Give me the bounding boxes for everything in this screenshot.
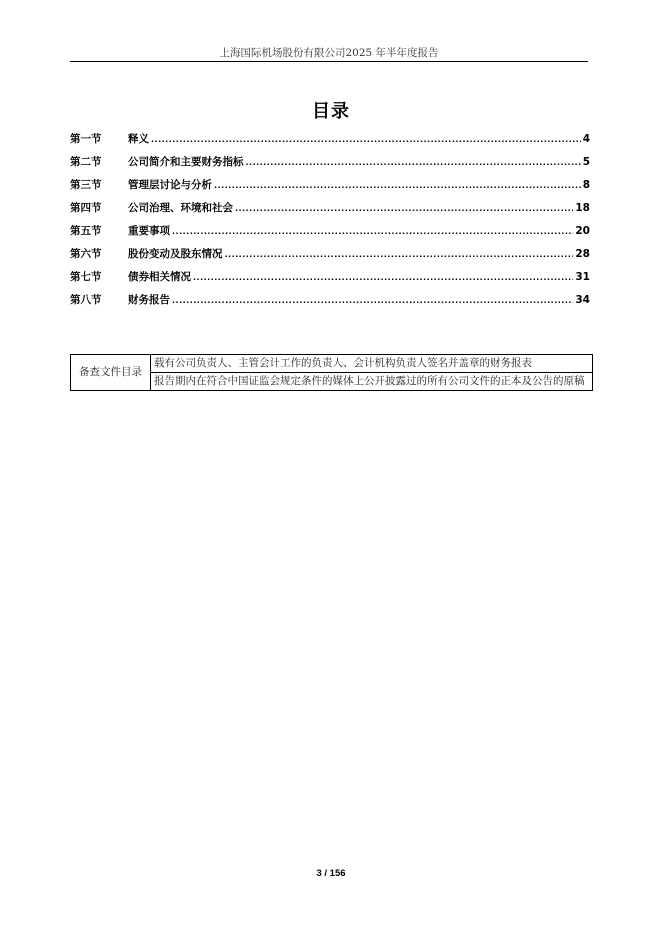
toc-page-number: 8 — [582, 179, 590, 191]
page-title: 目录 — [312, 101, 350, 122]
toc-section-title: 债券相关情况 — [128, 271, 191, 283]
reference-item-cell: 报告期内在符合中国证监会规定条件的媒体上公开披露过的所有公司文件的正本及公告的原稿 — [151, 373, 593, 391]
reference-category-cell: 备查文件目录 — [71, 355, 151, 391]
toc-section-title: 财务报告 — [128, 294, 170, 306]
toc-leader-dots — [246, 158, 581, 167]
page-number: 3 / 156 — [316, 868, 346, 879]
toc-leader-dots — [172, 227, 573, 236]
toc-section-number: 第二节 — [70, 156, 102, 168]
toc-page-number: 34 — [575, 294, 590, 306]
toc-leader-dots — [151, 135, 581, 144]
toc-leader-dots — [214, 181, 581, 190]
table-row — [71, 355, 593, 373]
toc-section-title: 释义 — [128, 133, 149, 145]
toc-entry[interactable] — [70, 223, 590, 246]
toc-section-number: 第四节 — [70, 202, 102, 214]
toc-section-number: 第六节 — [70, 248, 102, 260]
toc-section-number: 第一节 — [70, 133, 102, 145]
toc-page-number: 5 — [582, 156, 590, 168]
toc-page-number: 31 — [575, 271, 590, 283]
toc-leader-dots — [235, 204, 573, 213]
toc-leader-dots — [225, 250, 574, 259]
toc-section-number: 第五节 — [70, 225, 102, 237]
toc-section-number: 第七节 — [70, 271, 102, 283]
reference-documents-table — [70, 354, 593, 391]
toc-entry[interactable] — [70, 131, 590, 154]
toc-leader-dots — [193, 273, 573, 282]
toc-entry[interactable] — [70, 177, 590, 200]
toc-page-number: 18 — [575, 202, 590, 214]
toc-page-number: 28 — [575, 248, 590, 260]
toc-section-title: 公司简介和主要财务指标 — [128, 156, 244, 168]
toc-entry[interactable] — [70, 154, 590, 177]
toc-page-number: 4 — [582, 133, 590, 145]
reference-item-cell: 载有公司负责人、主管会计工作的负责人、会计机构负责人签名并盖章的财务报表 — [151, 355, 593, 373]
toc-section-title: 公司治理、环境和社会 — [128, 202, 233, 214]
toc-leader-dots — [172, 296, 573, 305]
page-header: 上海国际机场股份有限公司2025 年半年度报告 — [219, 47, 439, 59]
toc-section-title: 股份变动及股东情况 — [128, 248, 223, 260]
toc-page-number: 20 — [575, 225, 590, 237]
header-divider — [70, 61, 588, 62]
toc-section-title: 管理层讨论与分析 — [128, 179, 212, 191]
toc-entry[interactable] — [70, 200, 590, 223]
toc-entry[interactable] — [70, 246, 590, 269]
toc-section-title: 重要事项 — [128, 225, 170, 237]
toc-entry[interactable] — [70, 292, 590, 315]
toc-entry[interactable] — [70, 269, 590, 292]
toc-section-number: 第三节 — [70, 179, 102, 191]
toc-section-number: 第八节 — [70, 294, 102, 306]
table-of-contents — [70, 131, 590, 315]
